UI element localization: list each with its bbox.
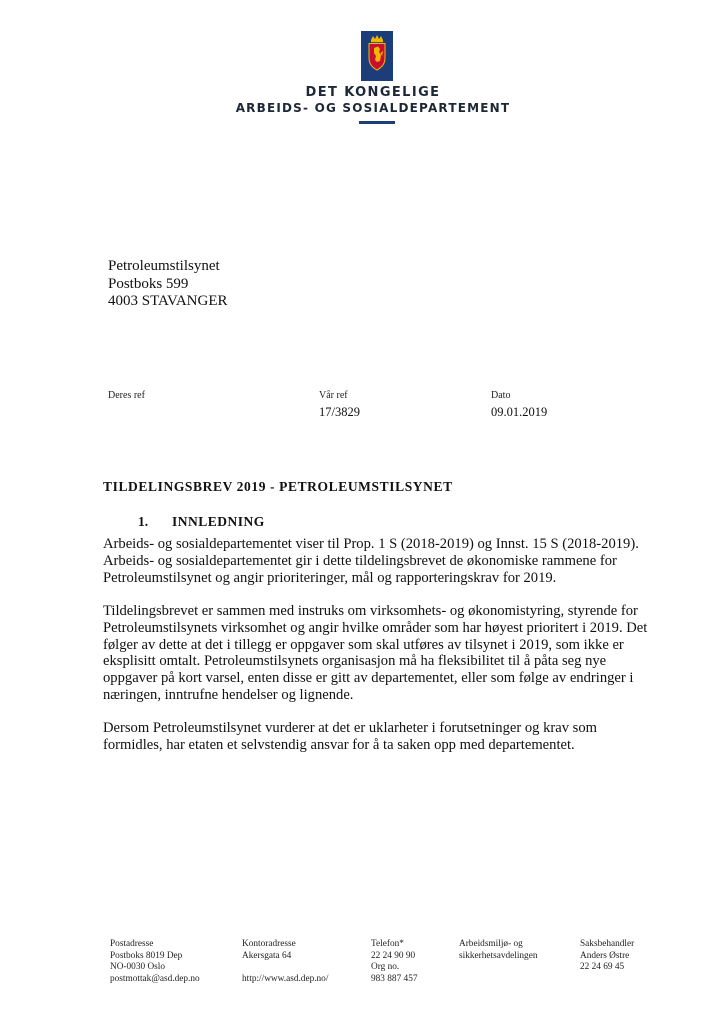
paragraph-line: formidles, har etaten et selvstendig ansvar for å ta saken opp med departementet.	[103, 736, 575, 753]
paragraph-2	[103, 603, 663, 704]
paragraph-line: Tildelingsbrevet er sammen med instruks om virksomhets- og økonomistyring, styrende for	[103, 603, 638, 619]
footer-heading: Telefon*	[371, 939, 404, 949]
paragraph-line: Arbeids- og sosialdepartementet viser til Prop. 1 S (2018-2019) og Innst. 15 S (2018-2019).	[103, 536, 639, 552]
ministry-name-line2: ARBEIDS- OG SOSIALDEPARTEMENT	[235, 101, 511, 115]
footer-phone	[371, 939, 417, 985]
section-heading: INNLEDNING	[172, 514, 265, 529]
footer-line: 983 887 457	[371, 973, 418, 984]
paragraph-line: Dersom Petroleumstilsynet vurderer at det er uklarheter i forutsetninger og krav som	[103, 720, 598, 736]
deres-ref-label: Deres ref	[108, 390, 145, 401]
ministry-name-line1: DET KONGELIGE	[305, 85, 441, 100]
footer-line: Arbeidsmiljø- og	[459, 939, 523, 949]
var-ref-label: Vår ref	[319, 390, 348, 401]
footer-office-address	[242, 939, 328, 985]
footer-heading: Postadresse	[110, 939, 154, 949]
footer-line: Postboks 8019 Dep	[110, 950, 183, 961]
footer-website: http://www.asd.dep.no/	[242, 973, 329, 984]
paragraph-line: eksplisitt omtalt. Petroleumstilsynets organisasjon må ha fleksibilitet til å påta seg nye	[103, 653, 607, 670]
footer-line: Akersgata 64	[242, 950, 292, 961]
recipient-name: Petroleumstilsynet	[108, 258, 220, 274]
paragraph-3	[103, 720, 663, 754]
coat-of-arms-icon	[361, 31, 393, 81]
footer-line: Anders Østre	[580, 950, 630, 961]
footer-department	[459, 939, 537, 962]
footer-email: postmottak@asd.dep.no	[110, 973, 200, 984]
footer-line: Org no.	[371, 962, 400, 973]
footer-line: NO-0030 Oslo	[110, 962, 166, 973]
paragraph-line: følger av dette at det i tillegg er oppgaver som skal utføres av tilsynet i 2019, som ikke er	[103, 636, 624, 653]
recipient-address	[108, 258, 228, 311]
var-ref-value: 17/3829	[319, 405, 360, 419]
footer-case-officer	[580, 939, 634, 974]
ministry-logo	[232, 28, 514, 126]
date-value: 09.01.2019	[491, 405, 548, 419]
paragraph-line: Petroleumstilsynet og angir prioriteringer, mål og rapporteringskrav for 2019.	[103, 569, 557, 586]
logo-underline	[359, 121, 395, 124]
letter-title: TILDELINGSBREV 2019 - PETROLEUMSTILSYNET	[103, 479, 453, 494]
footer-line: sikkerhetsavdelingen	[459, 950, 538, 961]
footer-heading: Kontoradresse	[242, 939, 296, 949]
paragraph-line: Arbeids- og sosialdepartementet gir i dette tildelingsbrevet de økonomiske rammene for	[103, 552, 617, 569]
footer-line	[242, 962, 328, 974]
footer-heading: Saksbehandler	[580, 939, 635, 949]
paragraph-line: næringen, inntrufne hendelser og lignende.	[103, 686, 354, 703]
recipient-postbox: Postboks 599	[108, 275, 189, 292]
footer-line: 22 24 90 90	[371, 950, 416, 961]
footer-line: 22 24 69 45	[580, 962, 625, 973]
recipient-city: 4003 STAVANGER	[108, 293, 228, 309]
paragraph-line: oppgaver på kort varsel, enten disse er gitt av departementet, eller som følge av endringer i	[103, 670, 634, 687]
paragraph-line: Petroleumstilsynets virksomhet og angir hvilke områder som har høyest prioritert i 2019. Det	[103, 619, 648, 636]
date-label: Dato	[491, 390, 511, 401]
footer-postal-address	[110, 939, 200, 985]
paragraph-1	[103, 536, 663, 586]
section-number: 1.	[138, 514, 149, 529]
